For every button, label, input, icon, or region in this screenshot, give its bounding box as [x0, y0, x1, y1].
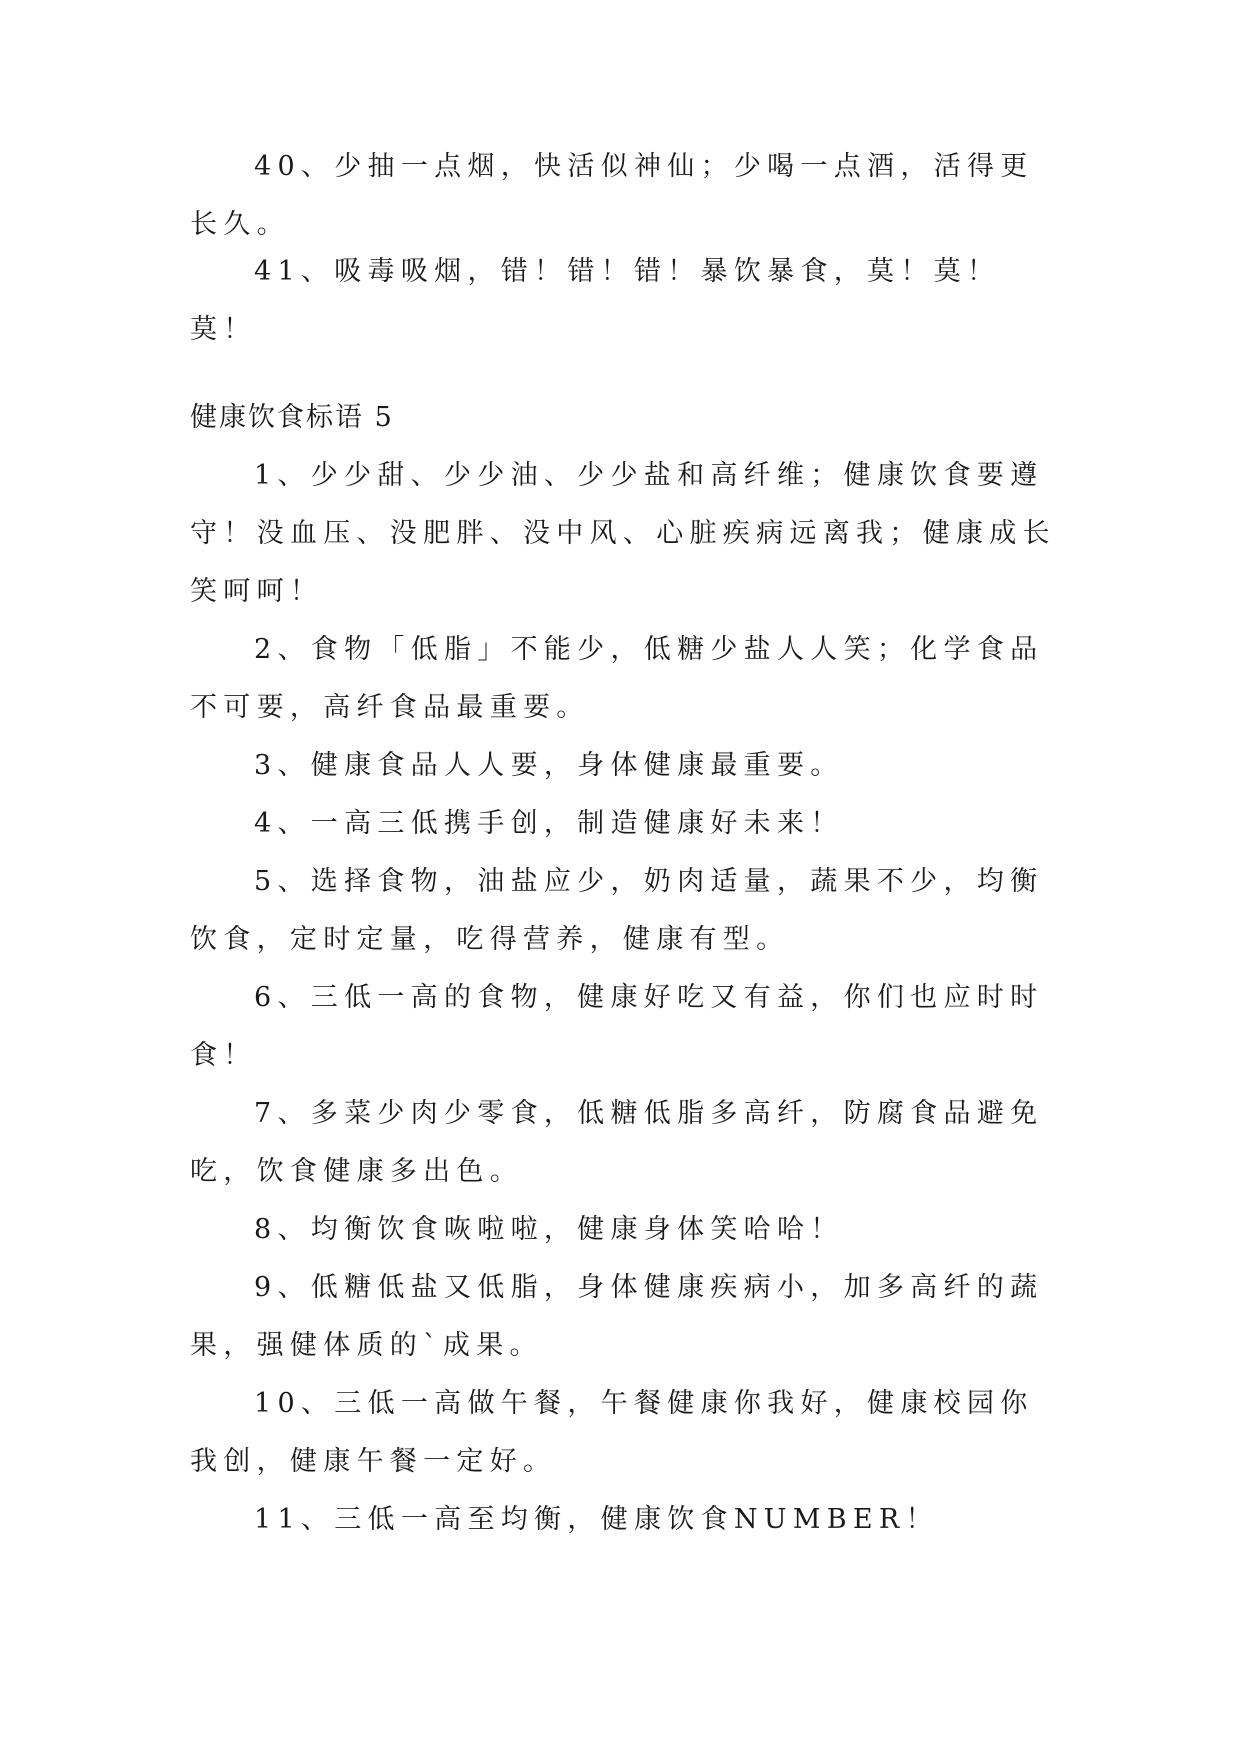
- slogan-6: 6、三低一高的食物，健康好吃又有益，你们也应时时食！: [190, 982, 1044, 1071]
- slogan-8: 8、均衡饮食咴啦啦，健康身体笑哈哈！: [254, 1214, 844, 1245]
- section-heading: 健康饮食标语 5: [190, 402, 394, 433]
- slogan-11: 11、三低一高至均衡，健康饮食NUMBER！: [254, 1504, 939, 1535]
- slogan-5: 5、选择食物，油盐应少，奶肉适量，蔬果不少，均衡饮食，定时定量，吃得营养，健康有型。: [190, 866, 1044, 955]
- slogan-3: 3、健康食品人人要，身体健康最重要。: [254, 750, 844, 781]
- slogan-2: 2、食物「低脂」不能少，低糖少盐人人笑；化学食品不可要，高纤食品最重要。: [190, 634, 1044, 723]
- slogan-9: 9、低糖低盐又低脂，身体健康疾病小，加多高纤的蔬果，强健体质的`成果。: [190, 1272, 1044, 1361]
- slogan-4: 4、一高三低携手创，制造健康好未来！: [254, 808, 844, 839]
- slogan-7: 7、多菜少肉少零食，低糖低脂多高纤，防腐食品避免吃，饮食健康多出色。: [190, 1098, 1044, 1187]
- slogan-1: 1、少少甜、少少油、少少盐和高纤维；健康饮食要遵守！没血压、没肥胖、没中风、心脏疾病远离我；健康成长笑呵呵！: [190, 460, 1056, 607]
- slogan-10: 10、三低一高做午餐，午餐健康你我好，健康校园你我创，健康午餐一定好。: [190, 1388, 1034, 1477]
- slogan-40: 40、少抽一点烟，快活似神仙；少喝一点酒，活得更长久。: [190, 151, 1034, 240]
- slogan-41: 41、吸毒吸烟，错！错！错！暴饮暴食，莫！莫！莫！: [190, 256, 1001, 345]
